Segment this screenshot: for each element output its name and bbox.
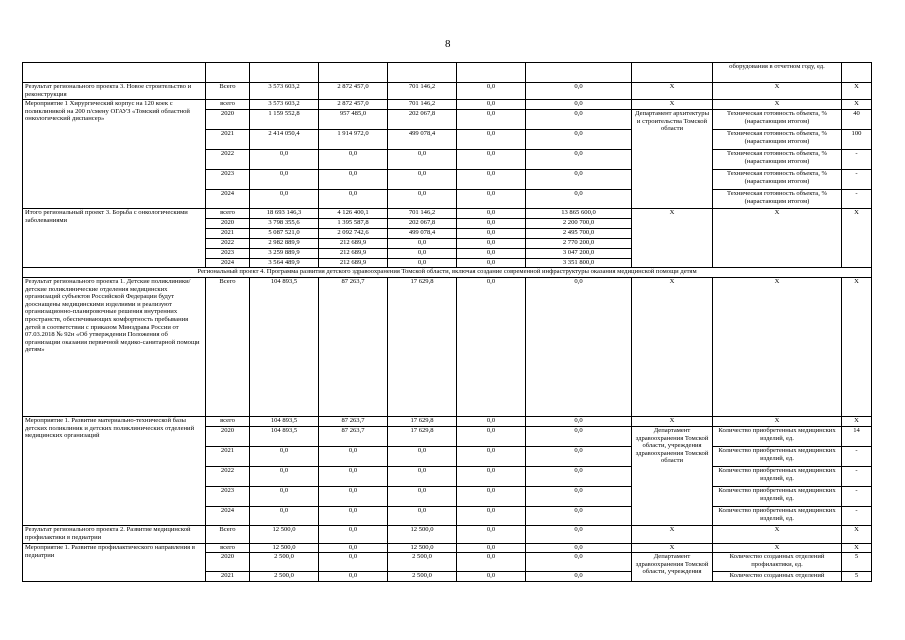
federal-cell: 212 689,9: [319, 259, 388, 268]
table-row: [23, 83, 872, 100]
indicator-value-cell: Х: [842, 544, 872, 553]
other-cell: 0,0: [526, 487, 632, 507]
federal-cell: 2 092 742,6: [319, 229, 388, 239]
municipal-cell: 0,0: [457, 487, 526, 507]
other-cell: 0,0: [526, 170, 632, 190]
regional-cell: 12 500,0: [388, 544, 457, 553]
table-row: [23, 63, 872, 83]
indicator-value-cell: -: [842, 447, 872, 467]
total-cell: 104 893,5: [250, 417, 319, 427]
regional-cell: 0,0: [388, 249, 457, 259]
total-cell: 0,0: [250, 150, 319, 170]
regional-cell: 0,0: [388, 487, 457, 507]
table-row: [23, 278, 872, 417]
federal-cell: 0,0: [319, 507, 388, 526]
federal-cell: [319, 63, 388, 83]
indicator-cell: Количество созданных отделений профилактики, ед.: [713, 553, 842, 572]
regional-cell: 701 146,2: [388, 209, 457, 219]
section-title-row: [23, 268, 872, 278]
row-name: Итого региональный проект 3. Борьба с онкологическими заболеваниями: [23, 209, 206, 268]
regional-cell: 202 067,8: [388, 110, 457, 130]
municipal-cell: [457, 63, 526, 83]
period-cell: 2023: [206, 487, 250, 507]
total-cell: 2 414 050,4: [250, 130, 319, 150]
total-cell: 2 982 889,9: [250, 239, 319, 249]
indicator-cell: Количество приобретенных медицинских изделий, ед.: [713, 427, 842, 447]
other-cell: 2 495 700,0: [526, 229, 632, 239]
total-cell: 12 500,0: [250, 526, 319, 544]
indicator-value-cell: [842, 63, 872, 83]
total-cell: 1 159 552,8: [250, 110, 319, 130]
regional-cell: 17 629,8: [388, 427, 457, 447]
indicator-cell: Х: [713, 526, 842, 544]
federal-cell: 4 126 400,1: [319, 209, 388, 219]
municipal-cell: 0,0: [457, 526, 526, 544]
executor-cell: Х: [632, 100, 713, 110]
indicator-cell: Х: [713, 544, 842, 553]
municipal-cell: 0,0: [457, 170, 526, 190]
federal-cell: 0,0: [319, 526, 388, 544]
other-cell: 13 865 600,0: [526, 209, 632, 219]
period-cell: [206, 63, 250, 83]
indicator-value-cell: 5: [842, 572, 872, 582]
indicator-cell: оборудования в отчетном году, ед.: [713, 63, 842, 83]
period-cell: 2023: [206, 249, 250, 259]
indicator-value-cell: Х: [842, 278, 872, 417]
total-cell: 3 573 603,2: [250, 83, 319, 100]
regional-cell: 0,0: [388, 467, 457, 487]
row-name: Мероприятие 1. Развитие профилактического направления в педиатрии: [23, 544, 206, 582]
federal-cell: 87 263,7: [319, 427, 388, 447]
period-cell: 2020: [206, 553, 250, 572]
row-name: Результат регионального проекта 3. Новое строительство и реконструкция: [23, 83, 206, 100]
executor-cell: Департамент здравоохранения Томской области, учреждения: [632, 553, 713, 582]
indicator-value-cell: -: [842, 507, 872, 526]
federal-cell: 0,0: [319, 572, 388, 582]
federal-cell: 87 263,7: [319, 278, 388, 417]
total-cell: 104 893,5: [250, 278, 319, 417]
total-cell: 0,0: [250, 190, 319, 209]
federal-cell: 2 872 457,0: [319, 100, 388, 110]
executor-cell: Х: [632, 278, 713, 417]
other-cell: 0,0: [526, 100, 632, 110]
federal-cell: 0,0: [319, 170, 388, 190]
indicator-value-cell: -: [842, 170, 872, 190]
municipal-cell: 0,0: [457, 130, 526, 150]
municipal-cell: 0,0: [457, 249, 526, 259]
row-name: Результат регионального проекта 2. Развитие медицинской профилактики в педиатрии: [23, 526, 206, 544]
section-title: Региональный проект 4. Программа развития детского здравоохранения Томской области, включая создание современной инфраструктуры оказания медицинской помощи детям: [23, 268, 872, 278]
indicator-cell: Х: [713, 83, 842, 100]
other-cell: 0,0: [526, 190, 632, 209]
table-row: [23, 100, 872, 110]
municipal-cell: 0,0: [457, 507, 526, 526]
period-cell: Всего: [206, 83, 250, 100]
regional-cell: 2 500,0: [388, 572, 457, 582]
indicator-cell: Техническая готовность объекта, % (нарастающим итогом): [713, 130, 842, 150]
municipal-cell: 0,0: [457, 259, 526, 268]
period-cell: 2024: [206, 190, 250, 209]
indicator-cell: Х: [713, 209, 842, 268]
regional-cell: 2 500,0: [388, 553, 457, 572]
period-cell: 2022: [206, 239, 250, 249]
other-cell: 0,0: [526, 427, 632, 447]
indicator-cell: Техническая готовность объекта, % (нарастающим итогом): [713, 150, 842, 170]
total-cell: 0,0: [250, 507, 319, 526]
other-cell: 0,0: [526, 83, 632, 100]
regional-cell: 0,0: [388, 170, 457, 190]
indicator-value-cell: -: [842, 150, 872, 170]
other-cell: 0,0: [526, 447, 632, 467]
municipal-cell: 0,0: [457, 219, 526, 229]
other-cell: 0,0: [526, 150, 632, 170]
municipal-cell: 0,0: [457, 239, 526, 249]
federal-cell: 212 689,9: [319, 249, 388, 259]
executor-cell: Х: [632, 526, 713, 544]
regional-cell: 17 629,8: [388, 278, 457, 417]
indicator-value-cell: Х: [842, 83, 872, 100]
federal-cell: 87 263,7: [319, 417, 388, 427]
total-cell: 0,0: [250, 487, 319, 507]
total-cell: 3 573 603,2: [250, 100, 319, 110]
indicator-value-cell: Х: [842, 209, 872, 268]
other-cell: 0,0: [526, 278, 632, 417]
other-cell: 0,0: [526, 507, 632, 526]
period-cell: 2020: [206, 427, 250, 447]
period-cell: 2022: [206, 467, 250, 487]
executor-cell: Х: [632, 544, 713, 553]
period-cell: 2021: [206, 130, 250, 150]
period-cell: всего: [206, 417, 250, 427]
indicator-value-cell: -: [842, 467, 872, 487]
indicator-value-cell: Х: [842, 526, 872, 544]
municipal-cell: 0,0: [457, 553, 526, 572]
other-cell: 0,0: [526, 544, 632, 553]
period-cell: 2021: [206, 572, 250, 582]
executor-cell: Х: [632, 417, 713, 427]
other-cell: 0,0: [526, 526, 632, 544]
other-cell: 0,0: [526, 553, 632, 572]
other-cell: 3 351 800,0: [526, 259, 632, 268]
total-cell: 12 500,0: [250, 544, 319, 553]
municipal-cell: 0,0: [457, 100, 526, 110]
municipal-cell: 0,0: [457, 572, 526, 582]
period-cell: Всего: [206, 526, 250, 544]
federal-cell: 0,0: [319, 544, 388, 553]
row-name: Результат регионального проекта 1. Детские поликлиники/детские поликлинические отделения медицинских организаций субъектов Российской Федерации будут дооснащены медицинскими изделиями и реализуют организационно-планировочные решения внутренних пространств, обеспечивающих комфортность пребывания детей в соответствии с приказом Минздрава России от 07.03.2018 № 92н «Об утверждении Положения об организации оказания первичной медико-санитарной помощи детям»: [23, 278, 206, 417]
total-cell: 104 893,5: [250, 427, 319, 447]
indicator-cell: Техническая готовность объекта, % (нарастающим итогом): [713, 110, 842, 130]
regional-cell: 499 078,4: [388, 130, 457, 150]
federal-cell: 0,0: [319, 150, 388, 170]
other-cell: 3 047 200,0: [526, 249, 632, 259]
period-cell: 2021: [206, 447, 250, 467]
executor-cell: Департамент архитектуры и строительства Томской области: [632, 110, 713, 209]
municipal-cell: 0,0: [457, 447, 526, 467]
indicator-cell: Х: [713, 278, 842, 417]
period-cell: 2020: [206, 219, 250, 229]
total-cell: 2 500,0: [250, 553, 319, 572]
total-cell: 0,0: [250, 467, 319, 487]
period-cell: 2024: [206, 507, 250, 526]
federal-cell: 2 872 457,0: [319, 83, 388, 100]
total-cell: 0,0: [250, 170, 319, 190]
indicator-value-cell: Х: [842, 417, 872, 427]
municipal-cell: 0,0: [457, 417, 526, 427]
executor-cell: Х: [632, 83, 713, 100]
row-name: [23, 63, 206, 83]
table-row: [23, 209, 872, 219]
other-cell: 2 770 200,0: [526, 239, 632, 249]
federal-cell: 0,0: [319, 487, 388, 507]
regional-cell: 0,0: [388, 150, 457, 170]
regional-cell: 12 500,0: [388, 526, 457, 544]
table-row: [23, 417, 872, 427]
indicator-cell: Количество приобретенных медицинских изделий, ед.: [713, 507, 842, 526]
other-cell: 0,0: [526, 130, 632, 150]
regional-cell: 0,0: [388, 259, 457, 268]
indicator-value-cell: 40: [842, 110, 872, 130]
row-name: Мероприятие 1. Развитие материально-технической базы детских поликлиник и детских поликлинических отделений медицинских организаций: [23, 417, 206, 526]
table-row: [23, 544, 872, 553]
funding-table: [22, 62, 872, 582]
total-cell: 3 564 489,9: [250, 259, 319, 268]
indicator-cell: Техническая готовность объекта, % (нарастающим итогом): [713, 190, 842, 209]
period-cell: всего: [206, 209, 250, 219]
indicator-cell: Х: [713, 417, 842, 427]
federal-cell: 212 689,9: [319, 239, 388, 249]
federal-cell: 0,0: [319, 467, 388, 487]
regional-cell: 17 629,8: [388, 417, 457, 427]
period-cell: 2021: [206, 229, 250, 239]
municipal-cell: 0,0: [457, 209, 526, 219]
period-cell: Всего: [206, 278, 250, 417]
period-cell: 2022: [206, 150, 250, 170]
other-cell: 0,0: [526, 110, 632, 130]
indicator-cell: Количество приобретенных медицинских изделий, ед.: [713, 447, 842, 467]
municipal-cell: 0,0: [457, 110, 526, 130]
indicator-cell: Х: [713, 100, 842, 110]
federal-cell: 0,0: [319, 553, 388, 572]
total-cell: 5 087 521,0: [250, 229, 319, 239]
indicator-cell: Количество созданных отделений: [713, 572, 842, 582]
other-cell: 0,0: [526, 572, 632, 582]
municipal-cell: 0,0: [457, 544, 526, 553]
municipal-cell: 0,0: [457, 229, 526, 239]
table-row: [23, 526, 872, 544]
municipal-cell: 0,0: [457, 427, 526, 447]
indicator-cell: Количество приобретенных медицинских изделий, ед.: [713, 467, 842, 487]
other-cell: 0,0: [526, 417, 632, 427]
federal-cell: 0,0: [319, 447, 388, 467]
other-cell: [526, 63, 632, 83]
page-number: 8: [445, 38, 451, 50]
regional-cell: 499 078,4: [388, 229, 457, 239]
total-cell: 0,0: [250, 447, 319, 467]
regional-cell: 202 067,8: [388, 219, 457, 229]
federal-cell: 957 485,0: [319, 110, 388, 130]
total-cell: [250, 63, 319, 83]
period-cell: 2023: [206, 170, 250, 190]
executor-cell: Департамент здравоохранения Томской области, учреждения здравоохранения Томской области: [632, 427, 713, 526]
indicator-value-cell: 14: [842, 427, 872, 447]
regional-cell: 0,0: [388, 447, 457, 467]
regional-cell: 0,0: [388, 190, 457, 209]
indicator-cell: Количество приобретенных медицинских изделий, ед.: [713, 487, 842, 507]
executor-cell: Х: [632, 209, 713, 268]
total-cell: 3 798 355,6: [250, 219, 319, 229]
indicator-cell: Техническая готовность объекта, % (нарастающим итогом): [713, 170, 842, 190]
total-cell: 2 500,0: [250, 572, 319, 582]
federal-cell: 1 395 587,8: [319, 219, 388, 229]
indicator-value-cell: Х: [842, 100, 872, 110]
executor-cell: [632, 63, 713, 83]
period-cell: всего: [206, 100, 250, 110]
regional-cell: 701 146,2: [388, 83, 457, 100]
municipal-cell: 0,0: [457, 278, 526, 417]
indicator-value-cell: -: [842, 190, 872, 209]
federal-cell: 1 914 972,0: [319, 130, 388, 150]
regional-cell: 0,0: [388, 239, 457, 249]
other-cell: 2 200 700,0: [526, 219, 632, 229]
municipal-cell: 0,0: [457, 83, 526, 100]
total-cell: 3 259 889,9: [250, 249, 319, 259]
regional-cell: [388, 63, 457, 83]
indicator-value-cell: -: [842, 487, 872, 507]
indicator-value-cell: 5: [842, 553, 872, 572]
regional-cell: 701 146,2: [388, 100, 457, 110]
federal-cell: 0,0: [319, 190, 388, 209]
regional-cell: 0,0: [388, 507, 457, 526]
period-cell: 2020: [206, 110, 250, 130]
period-cell: всего: [206, 544, 250, 553]
municipal-cell: 0,0: [457, 467, 526, 487]
indicator-value-cell: 100: [842, 130, 872, 150]
municipal-cell: 0,0: [457, 190, 526, 209]
row-name: Мероприятие 1 Хирургический корпус на 120 коек с поликлиникой на 200 п/смену ОГАУЗ «Томский областной онкологический диспансер»: [23, 100, 206, 209]
total-cell: 18 693 146,3: [250, 209, 319, 219]
municipal-cell: 0,0: [457, 150, 526, 170]
period-cell: 2024: [206, 259, 250, 268]
other-cell: 0,0: [526, 467, 632, 487]
